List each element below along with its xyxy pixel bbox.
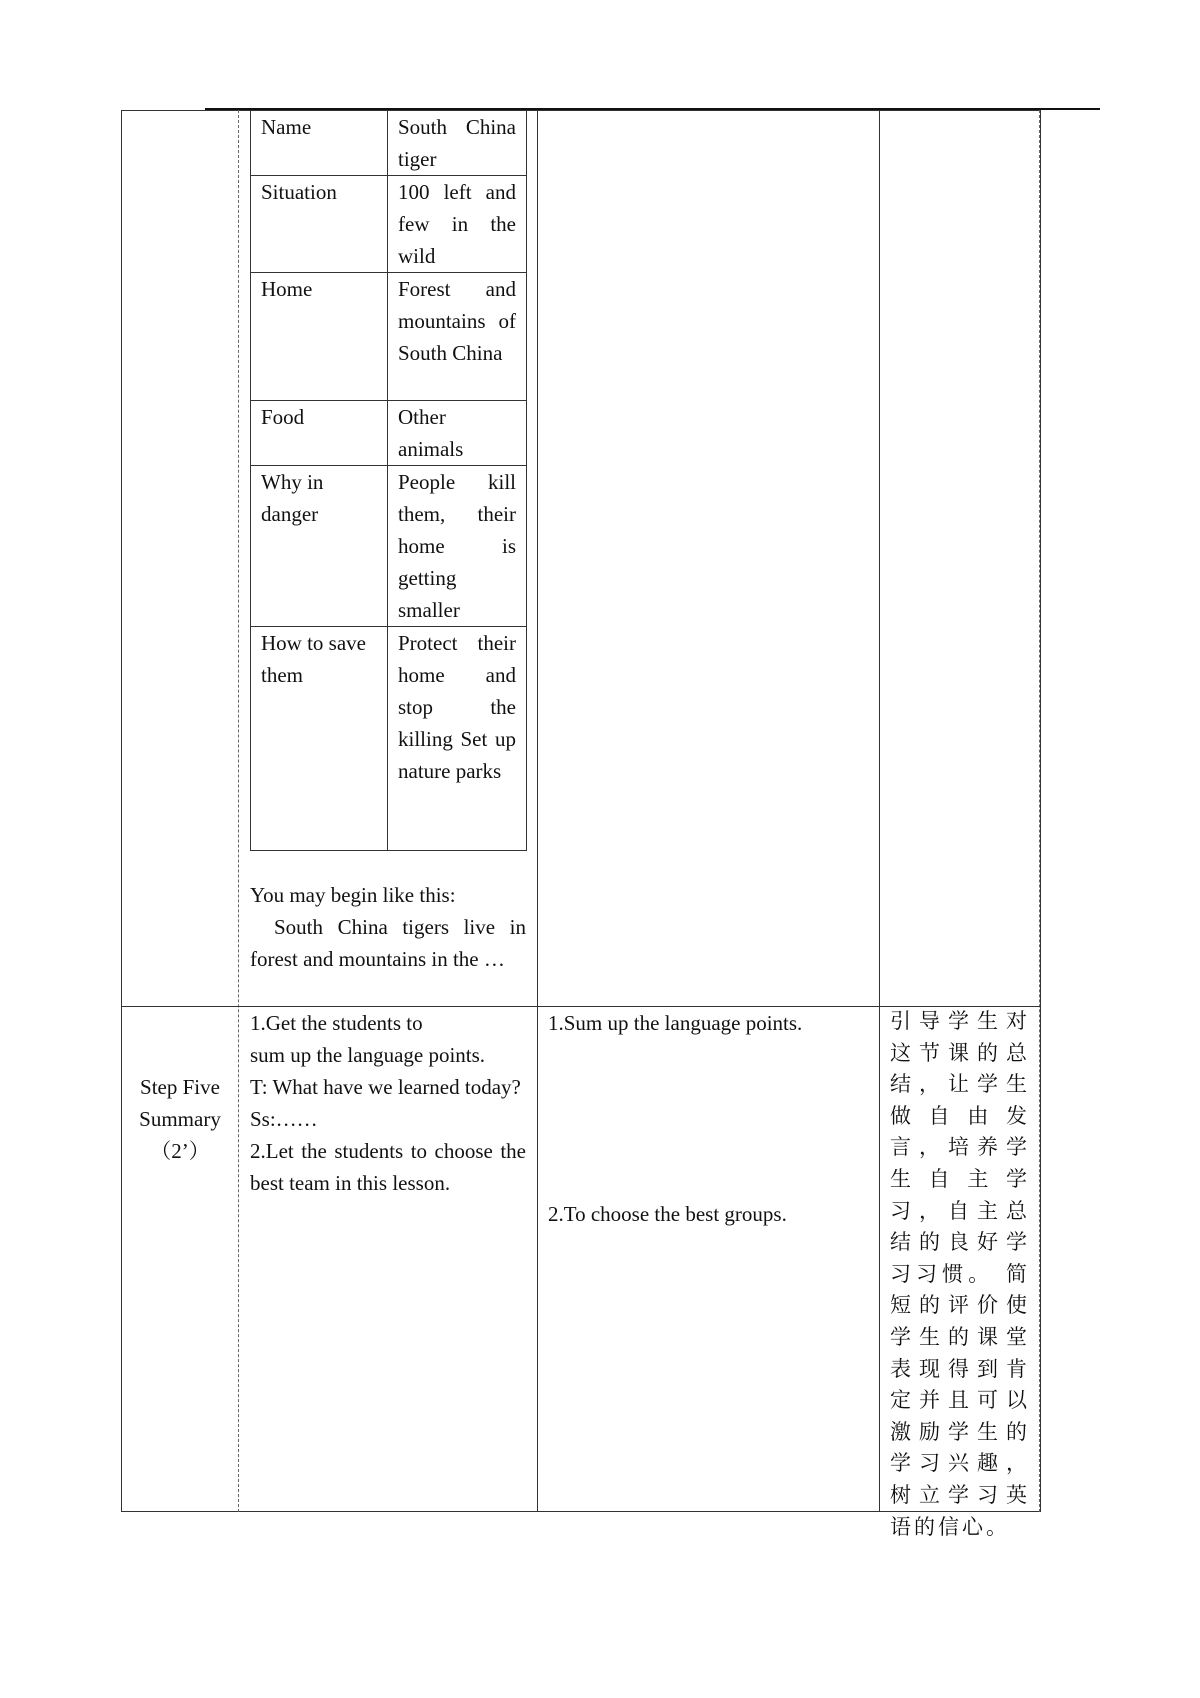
row-value: Other animals	[388, 401, 527, 466]
teacher-line-5: 2.Let the students to choose the best team in this lesson.	[250, 1139, 526, 1195]
begin-line-2: South China tigers live in forest and mountains in the …	[250, 915, 526, 971]
tiger-info-table	[250, 110, 527, 851]
row-label: Why in danger	[251, 466, 388, 627]
row-value: Forest and mountains of South China	[388, 273, 527, 401]
begin-prompt	[250, 879, 526, 975]
row-label: Food	[251, 401, 388, 466]
row-label: Situation	[251, 176, 388, 273]
row-label: How to save them	[251, 627, 388, 851]
table-row	[251, 627, 527, 851]
teacher-activity	[250, 1007, 526, 1199]
column-divider-4	[1039, 110, 1040, 1512]
step-time: （2’）	[150, 1139, 210, 1163]
row-value: Protect their home and stop the killing Set up nature parks	[388, 627, 527, 851]
teacher-line-4: Ss:……	[250, 1107, 318, 1131]
teacher-line-1: 1.Get the students to	[250, 1011, 423, 1035]
column-divider-3	[879, 110, 880, 1512]
table-row	[251, 401, 527, 466]
table-row	[251, 466, 527, 627]
row-label: Name	[251, 111, 388, 176]
purpose-2: 简短的评价使学生的课堂表现得到肯定并且可以激励学生的学习兴趣，树立学习英语的信心。	[890, 1261, 1030, 1539]
table-row	[251, 176, 527, 273]
step-title: Step Five	[140, 1075, 220, 1099]
step-subtitle: Summary	[139, 1107, 221, 1131]
row-value: People kill them, their home is getting smaller	[388, 466, 527, 627]
teacher-line-2: sum up the language points.	[250, 1043, 486, 1067]
row-value: South China tiger	[388, 111, 527, 176]
step-label	[124, 1071, 236, 1167]
design-purpose	[890, 1006, 1030, 1543]
column-divider-2	[537, 110, 538, 1512]
teacher-line-3: T: What have we learned today?	[250, 1075, 521, 1099]
column-divider-1	[238, 110, 239, 1512]
student-activity-2: 2.To choose the best groups.	[548, 1202, 787, 1226]
table-row	[251, 111, 527, 176]
begin-line-1: You may begin like this:	[250, 883, 456, 907]
row-label: Home	[251, 273, 388, 401]
purpose-1: 引导学生对这节课的总结，让学生做自由发言，培养学生自主学习，自主总结的良好学习习惯。	[890, 1009, 1030, 1286]
row-value: 100 left and few in the wild	[388, 176, 527, 273]
student-activity-1: 1.Sum up the language points.	[548, 1011, 803, 1035]
table-row	[251, 273, 527, 401]
